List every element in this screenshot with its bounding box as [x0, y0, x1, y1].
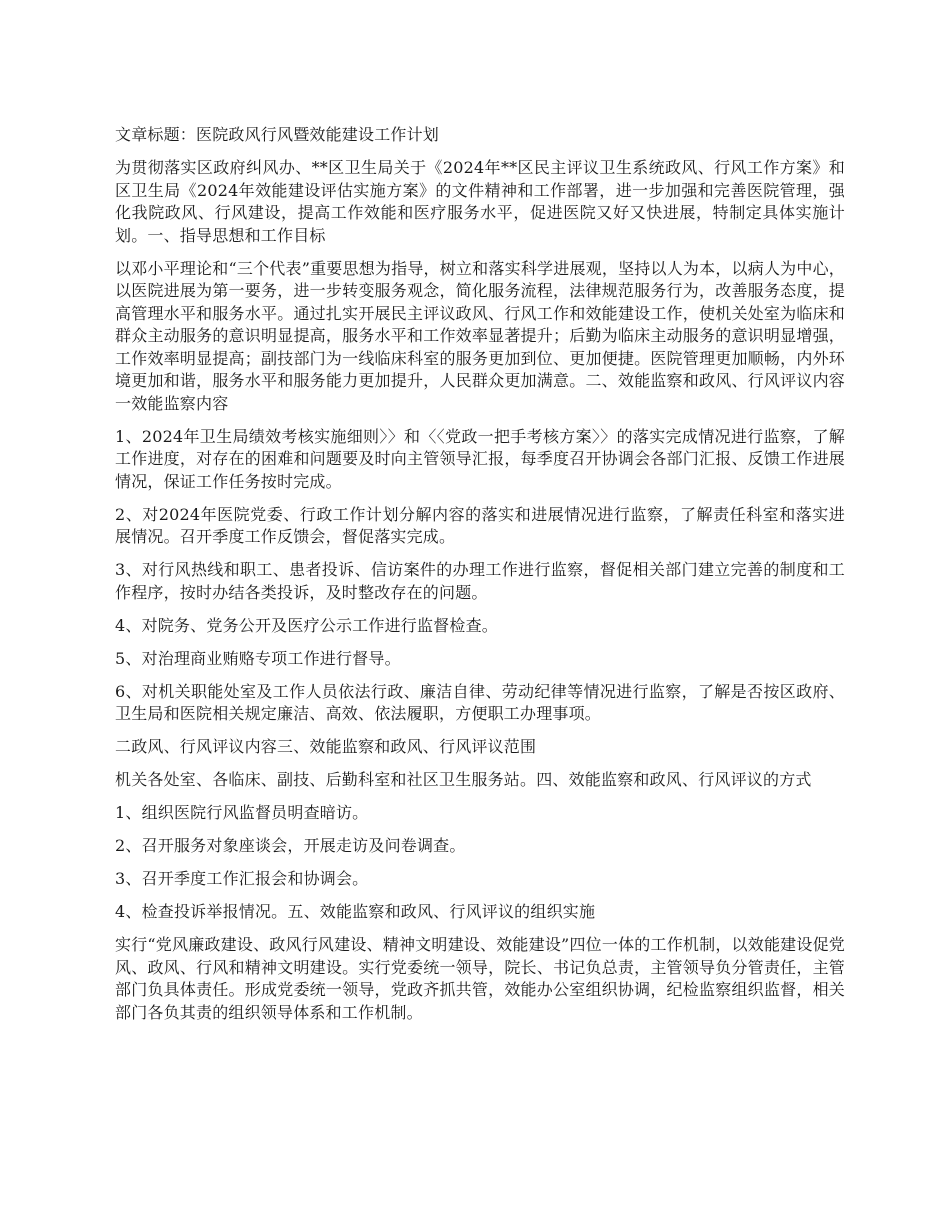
paragraph-implementation: 实行“党风廉政建设、政风行风建设、精神文明建设、效能建设”四位一体的工作机制，以效能建设促党风、政风、行风和精神文明建设。实行党委统一领导，院长、书记负总责，主管领导负分管责任，主管部门负具体责任。形成党委统一领导，党政齐抓共管，效能办公室组织协调，纪检监察组织监督，相关部门各负其责的组织领导体系和工作机制。: [115, 935, 845, 1022]
paragraph-scope: 机关各处室、各临床、副技、后勤科室和社区卫生服务站。四、效能监察和政风、行风评议的方式: [115, 770, 812, 789]
paragraph-item-5: 5、对治理商业贿赂专项工作进行督导。: [115, 648, 401, 668]
paragraph-method-2: 2、召开服务对象座谈会，开展走访及问卷调查。: [115, 836, 466, 855]
paragraph-method-1: 1、组织医院行风监督员明查暗访。: [115, 803, 369, 822]
paragraph-guiding-thought: 以邓小平理论和“三个代表”重要思想为指导，树立和落实科学进展观，坚持以人为本，以病人为中心，以医院进展为第一要务，进一步转变服务观念，简化服务流程，法律规范服务行为，改善服务态度，提高管理水平和服务水平。通过扎实开展民主评议政风、行风工作和效能建设工作，使机关处室为临床和群众主动服务的意识明显提高，服务水平和工作效率显著提升；后勤为临床主动服务的意识明显增强，工作效率明显提高；副技部门为一线临床科室的服务更加到位、更加便捷。医院管理更加顺畅，内外环境更加和谐，服务水平和服务能力更加提升，人民群众更加满意。二、效能监察和政风、行风评议内容一效能监察内容: [115, 258, 845, 413]
paragraph-item-2: 2、对2024年医院党委、行政工作计划分解内容的落实和进展情况进行监察，了解责任科室和落实进展情况。召开季度工作反馈会，督促落实完成。: [115, 504, 845, 546]
document-body: [115, 124, 845, 1035]
paragraph-section-heading: 二政风、行风评议内容三、效能监察和政风、行风评议范围: [115, 737, 537, 756]
paragraph-item-1: 1、2024年卫生局绩效考核实施细则〉〉和〈〈党政一把手考核方案〉〉的落实完成情况进行监察，了解工作进度，对存在的困难和问题要及时向主管领导汇报，每季度召开协调会各部门汇报、反馈工作进展情况，保证工作任务按时完成。: [115, 426, 845, 491]
paragraph-item-4: 4、对院务、党务公开及医疗公示工作进行监督检查。: [115, 615, 498, 635]
paragraph-intro: 为贯彻落实区政府纠风办、**区卫生局关于《2024年**区民主评议卫生系统政风、行风工作方案》和区卫生局《2024年效能建设评估实施方案》的文件精神和工作部署，进一步加强和完善医院管理，强化我院政风、行风建设，提高工作效能和医疗服务水平，促进医院又好又快进展，特制定具体实施计划。一、指导思想和工作目标: [115, 158, 845, 245]
document-title: 文章标题：医院政风行风暨效能建设工作计划: [115, 125, 440, 144]
paragraph-method-3: 3、召开季度工作汇报会和协调会。: [115, 869, 369, 888]
paragraph-item-3: 3、对行风热线和职工、患者投诉、信访案件的办理工作进行监察，督促相关部门建立完善的制度和工作程序，按时办结各类投诉，及时整改存在的问题。: [115, 560, 845, 602]
paragraph-item-6: 6、对机关职能处室及工作人员依法行政、廉洁自律、劳动纪律等情况进行监察，了解是否按区政府、卫生局和医院相关规定廉洁、高效、依法履职，方便职工办理事项。: [115, 681, 845, 723]
paragraph-method-4: 4、检查投诉举报情况。五、效能监察和政风、行风评议的组织实施: [115, 902, 596, 921]
